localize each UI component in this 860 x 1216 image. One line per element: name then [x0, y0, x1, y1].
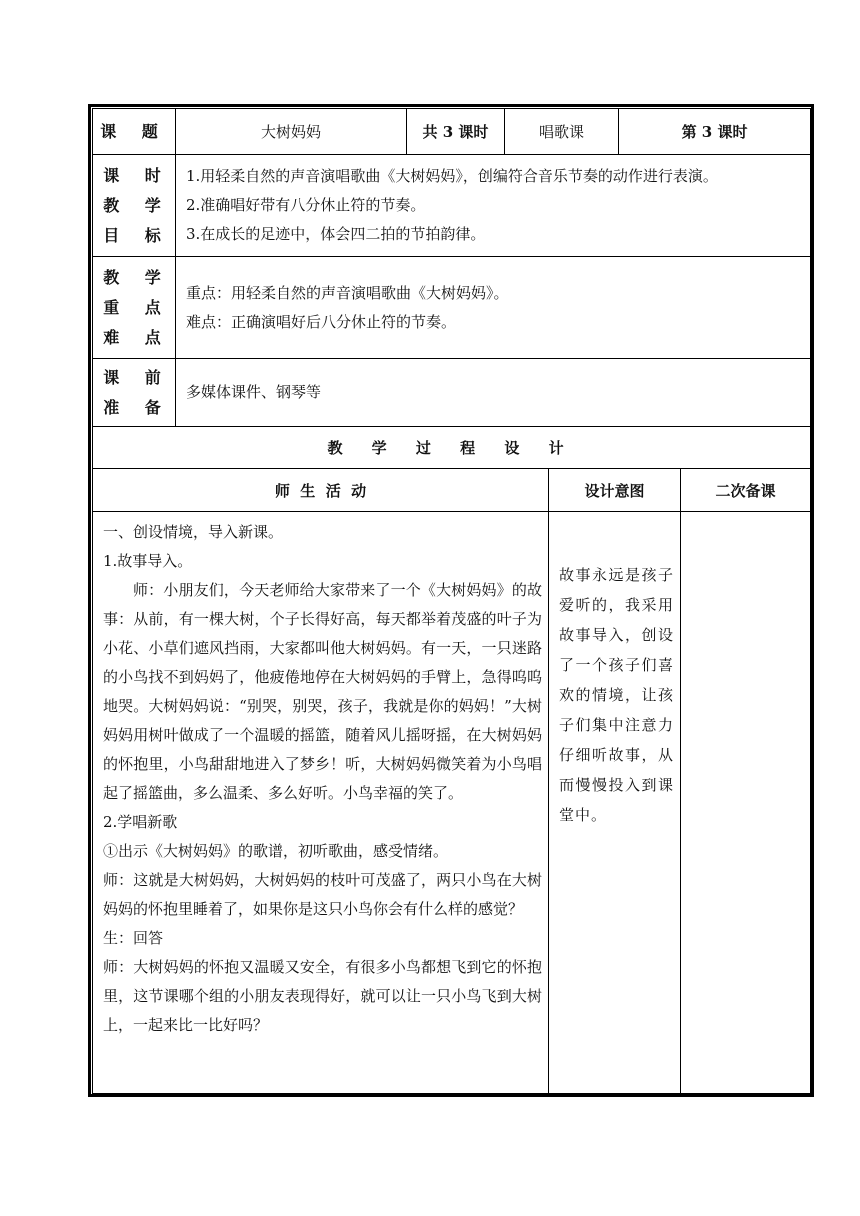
step-item: ①出示《大树妈妈》的歌谱，初听歌曲，感受情绪。 — [103, 842, 449, 860]
preparation-row — [93, 359, 811, 427]
objectives-content — [176, 155, 811, 257]
teacher-line: 师：这就是大树妈妈，大树妈妈的枝叶可茂盛了，两只小鸟在大树妈妈的怀抱里睡着了，如果你是这只小鸟你会有什么样的感觉？ — [103, 871, 542, 918]
teacher-line: 师：大树妈妈的怀抱又温暖又安全，有很多小鸟都想飞到它的怀抱里，这节课哪个组的小朋友表现得好，就可以让一只小鸟飞到大树上，一起来比一比好吗？ — [103, 958, 542, 1034]
process-title: 教 学 过 程 设 计 — [93, 427, 811, 469]
objectives-row — [93, 155, 811, 257]
difficulty-point: 难点：正确演唱好后八分休止符的节奏。 — [186, 312, 457, 331]
topic-title: 大树妈妈 — [176, 109, 407, 155]
objective-item: 3.在成长的足迹中，体会四二拍的节拍韵律。 — [186, 225, 486, 243]
subsection-heading: 1.故事导入。 — [103, 552, 193, 570]
objective-item: 1.用轻柔自然的声音演唱歌曲《大树妈妈》，创编符合音乐节奏的动作进行表演。 — [186, 167, 718, 185]
objectives-label: 课 时 教 学 目 标 — [93, 155, 176, 257]
secondary-content — [681, 512, 811, 1094]
key-points-row — [93, 257, 811, 359]
current-hour: 第 3 课时 — [619, 109, 811, 155]
student-line: 生：回答 — [103, 929, 164, 947]
total-hours: 共 3 课时 — [407, 109, 505, 155]
course-type: 唱歌课 — [505, 109, 619, 155]
topic-label: 课 题 — [93, 109, 176, 155]
key-point: 重点：用轻柔自然的声音演唱歌曲《大树妈妈》。 — [186, 283, 509, 302]
lesson-plan-table — [92, 108, 811, 1094]
secondary-column-header: 二次备课 — [681, 469, 811, 512]
section-heading: 一、创设情境，导入新课。 — [103, 523, 284, 541]
preparation-label: 课 前 准 备 — [93, 359, 176, 427]
objective-item: 2.准确唱好带有八分休止符的节奏。 — [186, 196, 426, 214]
process-header-row — [93, 469, 811, 512]
subsection-heading: 2.学唱新歌 — [103, 813, 178, 831]
header-row — [93, 109, 811, 155]
activity-content — [93, 512, 549, 1094]
activity-column-header: 师 生 活 动 — [93, 469, 549, 512]
intent-column-header: 设计意图 — [549, 469, 681, 512]
key-points-label: 教 学 重 点 难 点 — [93, 257, 176, 359]
story-paragraph: 师：小朋友们，今天老师给大家带来了一个《大树妈妈》的故事：从前，有一棵大树，个子长得好高，每天都举着茂盛的叶子为小花、小草们遮风挡雨，大家都叫他大树妈妈。有一天，一只迷路的小鸟找不到妈妈了，他疲倦地停在大树妈妈的手臂上，急得呜呜地哭。大树妈妈说：“别哭，别哭，孩子，我就是你的妈妈！”大树妈妈用树叶做成了一个温暖的摇篮，随着风儿摇呀摇，在大树妈妈的怀抱里，小鸟甜甜地进入了梦乡！听，大树妈妈微笑着为小鸟唱起了摇篮曲，多么温柔、多么好听。小鸟幸福的笑了。 — [103, 581, 542, 802]
preparation-content: 多媒体课件、钢琴等 — [176, 359, 811, 427]
process-body-row — [93, 512, 811, 1094]
intent-content: 故事永远是孩子爱听的，我采用故事导入，创设了一个孩子们喜欢的情境，让孩子们集中注意力仔细听故事，从而慢慢投入到课堂中。 — [549, 512, 681, 1094]
process-title-row — [93, 427, 811, 469]
key-points-content — [176, 257, 811, 359]
